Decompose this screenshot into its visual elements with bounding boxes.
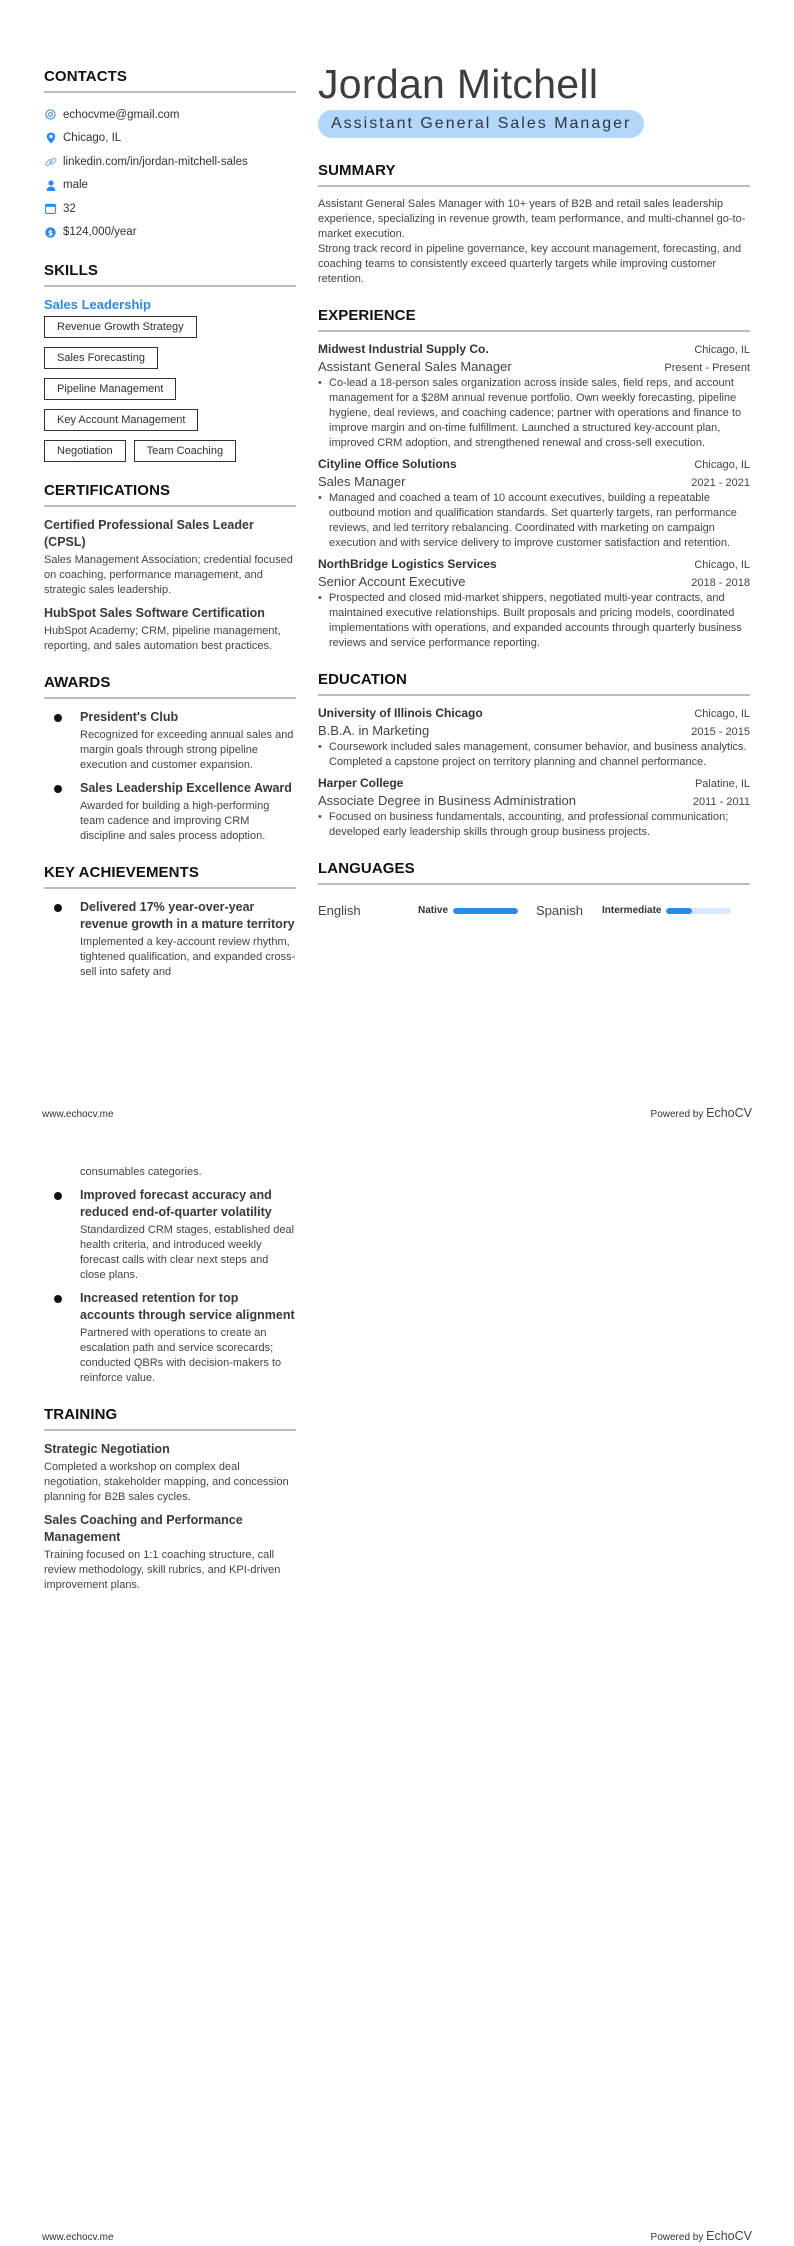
education-dates: 2015 - 2015 — [691, 726, 750, 738]
contact-age — [44, 197, 296, 221]
contact-salary — [44, 221, 296, 245]
training-heading: TRAINING — [44, 1406, 296, 1431]
location-pin-icon — [44, 132, 57, 145]
footer-powered-by — [651, 1106, 752, 1120]
calendar-icon — [44, 202, 57, 215]
experience-section — [318, 307, 750, 651]
award-item — [44, 780, 296, 844]
award-title: President's Club — [80, 710, 179, 724]
contact-email-text: echocvme@gmail.com — [63, 108, 180, 121]
language-proficiency-bar — [453, 908, 518, 914]
left-column — [44, 68, 296, 1000]
skill-chip: Sales Forecasting — [44, 347, 158, 369]
certification-desc: Sales Management Association; credential focused on coaching, performance management, and strategic sales leadership. — [44, 554, 293, 596]
certifications-heading: CERTIFICATIONS — [44, 482, 296, 507]
achievement-desc: Implemented a key-account review rhythm, tightened qualification, and expanded cross-sell into safety and — [80, 936, 296, 978]
footer-website[interactable]: www.echocv.me — [42, 1109, 114, 1120]
training-title: Sales Coaching and Performance Management — [44, 1513, 243, 1544]
skill-group-title: Sales Leadership — [44, 297, 151, 312]
company-location: Chicago, IL — [694, 459, 750, 471]
job-role: Assistant General Sales Manager — [318, 359, 512, 374]
page-footer — [42, 2223, 752, 2243]
achievement-title: Improved forecast accuracy and reduced end-of-quarter volatility — [80, 1188, 272, 1219]
awards-heading: AWARDS — [44, 674, 296, 699]
achievement-desc: Standardized CRM stages, established deal health criteria, and introduced weekly forecast calls with clear next steps and close plans. — [80, 1224, 295, 1281]
achievements-heading: KEY ACHIEVEMENTS — [44, 864, 296, 889]
contact-salary-text: $124,000/year — [63, 226, 137, 239]
resume-page-2 — [0, 1123, 794, 2246]
contact-linkedin-text: linkedin.com/in/jordan-mitchell-sales — [63, 155, 248, 168]
person-icon — [44, 179, 57, 192]
job-role: Sales Manager — [318, 474, 406, 489]
contacts-heading: CONTACTS — [44, 68, 296, 93]
company-name: Cityline Office Solutions — [318, 457, 457, 471]
summary-heading: SUMMARY — [318, 162, 750, 187]
summary-paragraph: Strong track record in pipeline governance, key account management, forecasting, and coaching teams to consistently exceed quarterly targets while improving customer retention. — [318, 243, 742, 285]
contact-gender-text: male — [63, 179, 88, 192]
experience-item — [318, 342, 750, 451]
certification-title: Certified Professional Sales Leader (CPSL) — [44, 518, 254, 549]
award-title: Sales Leadership Excellence Award — [80, 781, 292, 795]
language-level: Native — [418, 905, 449, 916]
left-column-continued — [44, 1163, 296, 1613]
contacts-section — [44, 68, 296, 244]
school-location: Palatine, IL — [694, 778, 750, 790]
svg-text:$: $ — [47, 228, 54, 238]
link-icon — [44, 155, 57, 168]
training-section — [44, 1406, 296, 1593]
achievement-item — [44, 899, 296, 980]
bullet-icon — [54, 1192, 62, 1200]
certification-desc: HubSpot Academy; CRM, pipeline management, reporting, and sales automation best practices. — [44, 625, 281, 652]
language-proficiency-fill — [453, 908, 518, 914]
job-title-badge: Assistant General Sales Manager — [318, 110, 644, 138]
page-footer — [42, 1100, 752, 1120]
award-desc: Awarded for building a high-performing team cadence and improving CRM discipline and sales process adoption. — [80, 800, 270, 842]
school-name: University of Illinois Chicago — [318, 706, 483, 720]
skill-chip: Team Coaching — [134, 440, 236, 462]
company-location: Chicago, IL — [694, 559, 750, 571]
education-description: • Focused on business fundamentals, accounting, and professional communication; developed early leadership skills through group business projects. — [318, 810, 750, 840]
skill-chip: Key Account Management — [44, 409, 198, 431]
bullet-icon — [54, 1295, 62, 1303]
achievement-desc: Partnered with operations to create an escalation path and service scorecards; conducted QBRs with decision-makers to reinforce value. — [80, 1327, 282, 1384]
achievement-item — [44, 1290, 296, 1386]
education-item — [318, 776, 750, 840]
job-description: • Managed and coached a team of 10 account executives, building a repeatable outbound motion and qualification standards. Set quarterly targets, ran performance reviews, and led territory rebalancing. Coordinated with marketing on campaign execution and with service delivery to improve customer satisfaction and retention. — [318, 491, 750, 551]
languages-section — [318, 860, 750, 918]
job-role: Senior Account Executive — [318, 574, 466, 589]
training-desc: Training focused on 1:1 coaching structure, call review methodology, skill rubrics, and KPI-driven improvement plans. — [44, 1549, 281, 1591]
skill-chip: Negotiation — [44, 440, 126, 462]
contact-gender — [44, 174, 296, 198]
experience-item — [318, 557, 750, 651]
powered-by-label: Powered by — [650, 1109, 704, 1120]
brand-logo: EchoCV — [706, 2229, 752, 2243]
degree: Associate Degree in Business Administration — [318, 793, 576, 808]
degree: B.B.A. in Marketing — [318, 723, 430, 738]
skills-section — [44, 262, 296, 462]
company-name: NorthBridge Logistics Services — [318, 557, 497, 571]
award-desc: Recognized for exceeding annual sales and margin goals through strong pipeline execution and customer expansion. — [80, 729, 294, 771]
footer-website[interactable]: www.echocv.me — [42, 2232, 114, 2243]
skill-chips — [44, 316, 296, 462]
school-name: Harper College — [318, 776, 404, 790]
school-location: Chicago, IL — [694, 708, 750, 720]
job-dates: 2018 - 2018 — [691, 577, 750, 589]
bullet-icon — [54, 714, 62, 722]
training-desc: Completed a workshop on complex deal negotiation, stakeholder mapping, and concession planning for B2B sales cycles. — [44, 1461, 289, 1503]
contact-email[interactable] — [44, 103, 296, 127]
education-section — [318, 671, 750, 840]
contact-linkedin[interactable] — [44, 150, 296, 174]
language-name: English — [318, 903, 361, 918]
dollar-icon — [44, 226, 57, 239]
experience-item — [318, 457, 750, 551]
education-dates: 2011 - 2011 — [692, 796, 750, 808]
job-dates: Present - Present — [664, 362, 750, 374]
skills-heading: SKILLS — [44, 262, 296, 287]
languages-heading: LANGUAGES — [318, 860, 750, 885]
job-dates: 2021 - 2021 — [691, 477, 750, 489]
powered-by-label: Powered by — [650, 2232, 704, 2243]
achievement-title: Delivered 17% year-over-year revenue growth in a mature territory — [80, 900, 295, 931]
achievement-item — [44, 1187, 296, 1283]
training-title: Strategic Negotiation — [44, 1442, 170, 1456]
footer-powered-by — [651, 2229, 752, 2243]
summary-paragraph: Assistant General Sales Manager with 10+ years of B2B and retail sales leadership experience, specializing in revenue growth, team performance, and multi-channel go-to-market execution. — [318, 198, 746, 240]
achievement-item-continued — [44, 1165, 296, 1180]
brand-logo: EchoCV — [706, 1106, 752, 1120]
experience-heading: EXPERIENCE — [318, 307, 750, 332]
education-item — [318, 706, 750, 770]
education-heading: EDUCATION — [318, 671, 750, 696]
language-list — [318, 903, 750, 918]
education-description: • Coursework included sales management, consumer behavior, and business analytics. Completed a capstone project on territory planning and channel performance. — [318, 740, 750, 770]
job-description: • Prospected and closed mid-market shippers, negotiated multi-year contracts, and maintained executive relationships. Built proposals and pricing models, coordinated implementations with operations, and expanded accounts through quarterly business reviews and service performance reporting. — [318, 591, 750, 651]
right-column — [318, 60, 750, 938]
skill-chip: Revenue Growth Strategy — [44, 316, 197, 338]
summary-section — [318, 162, 750, 287]
language-proficiency-bar — [666, 908, 731, 914]
language-proficiency-fill — [666, 908, 692, 914]
achievement-title: Increased retention for top accounts through service alignment — [80, 1291, 295, 1322]
company-location: Chicago, IL — [694, 344, 750, 356]
job-description: • Co-lead a 18-person sales organization across inside sales, field reps, and account management for a $28M annual revenue portfolio. Own weekly forecasting, pipeline hygiene, deal reviews, and coaching cadence; partner with operations and finance to improve margin and on-time fulfillment. Launched a structured key-account plan, improved CRM adoption, and strengthened renewal and cross-sell execution. — [318, 376, 750, 451]
candidate-name: Jordan Mitchell — [318, 61, 599, 107]
achievement-desc: consumables categories. — [80, 1166, 202, 1178]
award-item — [44, 709, 296, 773]
language-name: Spanish — [536, 903, 583, 918]
certifications-section — [44, 482, 296, 654]
achievements-section-continued — [44, 1165, 296, 1386]
certification-title: HubSpot Sales Software Certification — [44, 606, 265, 620]
awards-section — [44, 674, 296, 844]
at-icon — [44, 108, 57, 121]
company-name: Midwest Industrial Supply Co. — [318, 342, 489, 356]
skill-chip: Pipeline Management — [44, 378, 176, 400]
bullet-icon — [54, 904, 62, 912]
language-level: Intermediate — [602, 905, 662, 916]
bullet-icon — [54, 785, 62, 793]
contact-age-text: 32 — [63, 202, 76, 215]
contact-location-text: Chicago, IL — [63, 132, 122, 145]
achievements-section — [44, 864, 296, 980]
contact-location — [44, 127, 296, 151]
